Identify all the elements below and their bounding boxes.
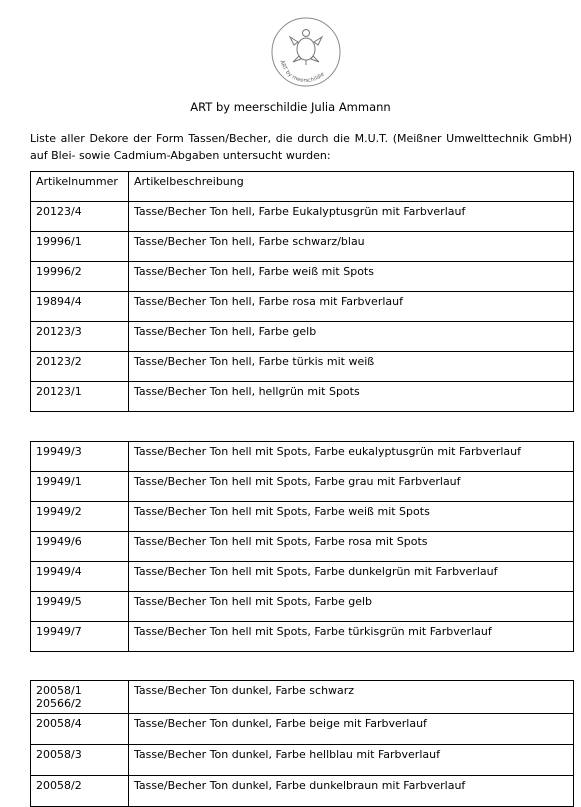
article-description: Tasse/Becher Ton dunkel, Farbe schwarz — [129, 681, 574, 714]
article-number: 20123/2 — [31, 352, 129, 382]
table-ton-hell-spots — [30, 441, 574, 652]
table-header-row — [31, 172, 574, 202]
article-number: 20123/3 — [31, 322, 129, 352]
svg-text:ART by meerschildie — [278, 60, 326, 84]
article-description: Tasse/Becher Ton dunkel, Farbe hellblau mit Farbverlauf — [129, 745, 574, 776]
article-description: Tasse/Becher Ton hell mit Spots, Farbe eukalyptusgrün mit Farbverlauf — [129, 442, 574, 472]
article-number: 19949/4 — [31, 562, 129, 592]
article-description: Tasse/Becher Ton hell, Farbe Eukalyptusgrün mit Farbverlauf — [129, 202, 574, 232]
table-row — [31, 592, 574, 622]
header-article-description: Artikelbeschreibung — [129, 172, 574, 202]
article-number: 19949/6 — [31, 532, 129, 562]
article-description: Tasse/Becher Ton hell mit Spots, Farbe rosa mit Spots — [129, 532, 574, 562]
article-number-line: 20566/2 — [36, 697, 82, 710]
article-number: 19949/2 — [31, 502, 129, 532]
article-number: 20058/3 — [31, 745, 129, 776]
article-number: 19949/1 — [31, 472, 129, 502]
table-row — [31, 232, 574, 262]
intro-paragraph: Liste aller Dekore der Form Tassen/Becher, die durch die M.U.T. (Meißner Umwelttechnik GmbH) auf Blei- sowie Cadmium-Abgaben untersucht wurden: — [30, 132, 572, 162]
article-number: 20058/2 — [31, 776, 129, 807]
article-number-line: 20058/1 — [36, 684, 82, 697]
article-number: 20123/4 — [31, 202, 129, 232]
article-description: Tasse/Becher Ton dunkel, Farbe beige mit Farbverlauf — [129, 714, 574, 745]
article-description: Tasse/Becher Ton hell, hellgrün mit Spots — [129, 382, 574, 412]
table-row — [31, 472, 574, 502]
article-number: 20123/1 — [31, 382, 129, 412]
article-description: Tasse/Becher Ton hell mit Spots, Farbe weiß mit Spots — [129, 502, 574, 532]
table-row — [31, 292, 574, 322]
article-number — [31, 681, 129, 714]
table-row — [31, 562, 574, 592]
article-number: 19949/7 — [31, 622, 129, 652]
table-row — [31, 776, 574, 807]
article-description: Tasse/Becher Ton hell mit Spots, Farbe türkisgrün mit Farbverlauf — [129, 622, 574, 652]
header-article-number: Artikelnummer — [31, 172, 129, 202]
article-description: Tasse/Becher Ton hell mit Spots, Farbe gelb — [129, 592, 574, 622]
table-row — [31, 622, 574, 652]
article-number: 19949/3 — [31, 442, 129, 472]
table-row — [31, 714, 574, 745]
table-row — [31, 442, 574, 472]
table-ton-hell — [30, 171, 574, 412]
table-row — [31, 532, 574, 562]
article-description: Tasse/Becher Ton hell, Farbe weiß mit Spots — [129, 262, 574, 292]
article-number: 19996/2 — [31, 262, 129, 292]
logo-text: ART by meerschildie — [278, 59, 326, 85]
table-row — [31, 382, 574, 412]
article-number: 19894/4 — [31, 292, 129, 322]
article-number: 19996/1 — [31, 232, 129, 262]
table-ton-dunkel — [30, 680, 574, 807]
table-row — [31, 745, 574, 776]
article-description: Tasse/Becher Ton hell, Farbe rosa mit Farbverlauf — [129, 292, 574, 322]
article-description: Tasse/Becher Ton hell, Farbe gelb — [129, 322, 574, 352]
table-row — [31, 322, 574, 352]
article-description: Tasse/Becher Ton hell mit Spots, Farbe dunkelgrün mit Farbverlauf — [129, 562, 574, 592]
article-number: 19949/5 — [31, 592, 129, 622]
article-description: Tasse/Becher Ton hell, Farbe türkis mit weiß — [129, 352, 574, 382]
table-row — [31, 352, 574, 382]
table-row — [31, 681, 574, 714]
table-row — [31, 202, 574, 232]
turtle-logo — [270, 16, 342, 88]
table-row — [31, 262, 574, 292]
article-number: 20058/4 — [31, 714, 129, 745]
article-description: Tasse/Becher Ton hell mit Spots, Farbe grau mit Farbverlauf — [129, 472, 574, 502]
article-description: Tasse/Becher Ton hell, Farbe schwarz/blau — [129, 232, 574, 262]
table-row — [31, 502, 574, 532]
company-name: ART by meerschildie Julia Ammann — [190, 100, 391, 114]
article-description: Tasse/Becher Ton dunkel, Farbe dunkelbraun mit Farbverlauf — [129, 776, 574, 807]
